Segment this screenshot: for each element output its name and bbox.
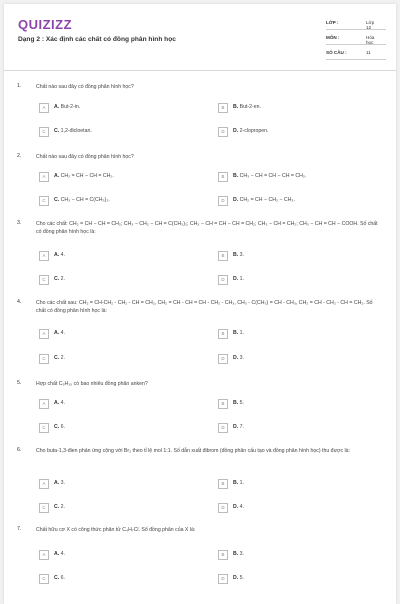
option-letter-box: C [39, 275, 49, 285]
option-text: B. CH₃ − CH = CH − CH = CH₂. [233, 173, 307, 179]
option-text: A. CH₂ = CH − CH = CH₂. [54, 173, 114, 179]
question-text: Chất nào sau đây có đồng phân hình học? [36, 154, 134, 160]
option-text: D. 2-clopropen. [233, 128, 269, 134]
option-text: B. 1. [233, 330, 244, 336]
question-text: Chất hữu cơ X có công thức phân tử C₄H₇Cl. Số đồng phân của X là: [36, 527, 196, 533]
option-letter-box: D [218, 354, 228, 364]
option-text: C. 2. [54, 504, 65, 510]
option-text: C. 6. [54, 575, 65, 581]
question-number: 5. [17, 380, 22, 386]
option-letter-box: B [218, 550, 228, 560]
option-text: A. 4. [54, 330, 65, 336]
option-letter-box: C [39, 354, 49, 364]
question-number: 4. [17, 299, 22, 305]
option-text: A. 4. [54, 400, 65, 406]
meta-underline [326, 44, 386, 45]
meta-subject-label: MÔN : [326, 35, 340, 40]
option-letter-box: D [218, 275, 228, 285]
option-text: B. But-2-en. [233, 104, 261, 110]
question-text: Chất nào sau đây có đồng phân hình học? [36, 84, 134, 90]
option-text: A. 4. [54, 551, 65, 557]
question-number: 1. [17, 83, 22, 89]
option-text: C. CH₃ − CH = C(CH₃)₂. [54, 197, 110, 203]
option-letter-box: A [39, 329, 49, 339]
option-letter-box: D [218, 127, 228, 137]
option-letter-box: A [39, 550, 49, 560]
option-text: D. 4. [233, 504, 244, 510]
option-letter-box: B [218, 329, 228, 339]
document-page [4, 4, 396, 604]
question-number: 2. [17, 153, 22, 159]
option-letter-box: B [218, 479, 228, 489]
meta-subject-value: Hóa học [366, 35, 375, 45]
meta-count-label: SỐ CÂU : [326, 50, 347, 55]
option-letter-box: C [39, 574, 49, 584]
option-letter-box: B [218, 172, 228, 182]
option-text: D. 5. [233, 575, 244, 581]
option-letter-box: D [218, 503, 228, 513]
option-letter-box: C [39, 423, 49, 433]
option-text: D. CH₂ = CH − CH₂ − CH₃. [233, 197, 295, 203]
option-text: B. 5. [233, 400, 244, 406]
meta-underline [326, 59, 386, 60]
question-number: 7. [17, 526, 22, 532]
question-text: Cho buta-1,3-đien phản ứng cộng với Br₂ theo tỉ lệ mol 1:1. Số dẫn xuất đibrom (đồng phân cấu tạo và đồng phân hình học) thu được là: [36, 448, 350, 454]
option-letter-box: D [218, 423, 228, 433]
option-letter-box: D [218, 196, 228, 206]
option-text: A. 3. [54, 480, 65, 486]
option-letter-box: C [39, 127, 49, 137]
worksheet-title: Dạng 2 : Xác định các chất có đồng phân hình học [18, 36, 176, 43]
option-text: A. 4. [54, 252, 65, 258]
option-text: A. But-2-in. [54, 104, 81, 110]
option-letter-box: B [218, 103, 228, 113]
header-divider [4, 70, 396, 71]
option-letter-box: A [39, 103, 49, 113]
option-letter-box: A [39, 251, 49, 261]
option-text: D. 1. [233, 276, 244, 282]
option-letter-box: A [39, 399, 49, 409]
option-text: C. 1,2-đicloetan. [54, 128, 92, 134]
question-text: Cho các chất sau: CH₂ = CH-CH₂ - CH₂ - CH = CH₂, CH₂ = CH - CH = CH - CH₂ - CH₃, CH₃ - C(CH₃) = CH - CH₃, CH₂ = CH - CH₂ - CH = CH₂. Số chất có đồng phân hình học là: [36, 300, 373, 314]
meta-count-value: 11 [366, 50, 371, 55]
option-text: B. 3. [233, 551, 244, 557]
option-text: D. 7. [233, 424, 244, 430]
option-letter-box: A [39, 479, 49, 489]
option-letter-box: C [39, 503, 49, 513]
option-text: C. 6. [54, 424, 65, 430]
question-number: 3. [17, 220, 22, 226]
option-letter-box: C [39, 196, 49, 206]
option-letter-box: D [218, 574, 228, 584]
option-text: C. 2. [54, 276, 65, 282]
question-number: 6. [17, 447, 22, 453]
meta-class-label: LỚP : [326, 20, 339, 25]
meta-class-value: Lớp 12 [366, 20, 375, 30]
meta-underline [326, 29, 386, 30]
option-text: B. 3. [233, 252, 244, 258]
option-text: B. 1. [233, 480, 244, 486]
option-letter-box: B [218, 251, 228, 261]
question-text: Cho các chất: CH₂ = CH − CH = CH₂; CH₃ − CH₂ − CH = C(CH₃)₂; CH₃ − CH = CH − CH = CH₂; CH₃ − CH = CH₂; CH₃ − CH = CH − COOH. Số chất có đồng phân hình học là: [36, 221, 378, 235]
option-text: D. 3. [233, 355, 244, 361]
question-text: Hợp chất C₅H₁₀ có bao nhiêu đồng phân anken? [36, 381, 148, 387]
quizizz-logo: QUIZIZZ [18, 17, 73, 32]
option-text: C. 2. [54, 355, 65, 361]
option-letter-box: A [39, 172, 49, 182]
option-letter-box: B [218, 399, 228, 409]
